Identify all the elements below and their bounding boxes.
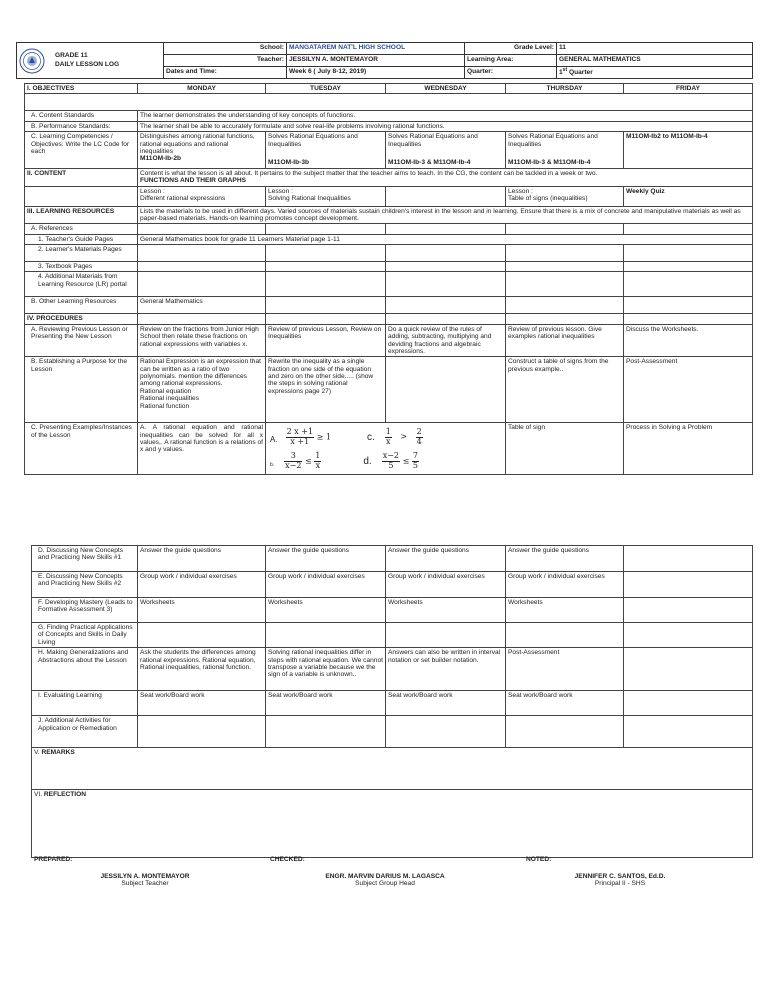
proc-f-label: F. Developing Mastery (Leads to Formative Assessment 3) <box>32 598 138 623</box>
content-standards-label: A. Content Standards <box>25 111 138 121</box>
grade-level-value: 11 <box>557 43 753 55</box>
proc-e-monday: Group work / individual exercises <box>138 572 266 598</box>
lesson-table-part1 <box>24 83 753 475</box>
proc-c-label: C. Presenting Examples/Instances of the Lesson <box>25 423 138 475</box>
proc-b-label: B. Establishing a Purpose for the Lesson <box>25 357 138 423</box>
day-wednesday: WEDNESDAY <box>386 84 506 94</box>
proc-i-label: I. Evaluating Learning <box>32 691 138 716</box>
proc-d-monday: Answer the guide questions <box>138 546 266 572</box>
quarter-value: 1st Quarter <box>557 67 753 79</box>
proc-b-monday: Rational Expression is an expression that can be written as a ratio of two polynomials. mention the differences among rational expressions. Rational equation Rational inequalities Rational function <box>138 357 266 423</box>
example-d-label: d. <box>363 455 372 467</box>
learners-materials-label: 2. Learner's Materials Pages <box>25 245 138 262</box>
objectives-heading: I. OBJECTIVES <box>25 84 138 94</box>
performance-standards-label: B. Performance Standards: <box>25 121 138 131</box>
example-c-label: c. <box>366 431 375 443</box>
dates-value: Week 6 ( July 8-12, 2019) <box>287 67 465 79</box>
lesson-wednesday <box>386 186 506 206</box>
performance-standards-text: The learner shall be able to accurately formulate and solve real-life problems involving rational functions. <box>138 121 753 131</box>
example-b-label: b. <box>270 462 275 469</box>
reflection-row: VI. REFLECTION <box>32 790 753 858</box>
proc-f-wednesday: Worksheets <box>386 598 506 623</box>
lesson-table-part2 <box>31 545 753 858</box>
proc-f-tuesday: Worksheets <box>266 598 386 623</box>
competency-friday: M11OM-Ib2 to M11OM-Ib-4 <box>624 132 753 168</box>
proc-a-label: A. Reviewing Previous Lesson or Presenting the New Lesson <box>25 324 138 357</box>
example-b: $\frac{3}{x-2}$ ≤ $\frac{1}{x}$ <box>285 450 321 470</box>
proc-c-thursday: Table of sign <box>506 423 624 475</box>
textbook-label: 3. Textbook Pages <box>25 262 138 272</box>
proc-f-friday <box>624 598 753 623</box>
day-thursday: THURSDAY <box>506 84 624 94</box>
example-c: $\frac{1}{x}$ > $\frac{2}{4}$ <box>385 426 422 446</box>
proc-a-monday: Review on the fractions from Junior High School then relate these fractions on rational expressions with variables x. <box>138 324 266 357</box>
day-tuesday: TUESDAY <box>266 84 386 94</box>
example-a: $\frac{2 x +1}{x +1}$ ≥ 1 <box>286 426 331 446</box>
teacher-value: JESSILYN A. MONTEMAYOR <box>287 55 465 67</box>
checked-label: CHECKED: <box>270 856 305 863</box>
remarks-row: V. REMARKS <box>32 748 753 790</box>
proc-a-wednesday: Do a quick review of the rules of adding, subtracting, multiplying and deviding fractions and algebraic expressions. <box>386 324 506 357</box>
proc-d-wednesday: Answer the guide questions <box>386 546 506 572</box>
proc-e-tuesday: Group work / individual exercises <box>266 572 386 598</box>
proc-a-tuesday: Review of previous Lesson, Review on Inequalities <box>266 324 386 357</box>
proc-c-examples <box>266 423 506 475</box>
header-table <box>16 42 753 79</box>
proc-e-label: E. Discussing New Concepts and Practicing New Skills #2 <box>32 572 138 598</box>
teacher-label: Teacher: <box>164 55 287 67</box>
proc-i-tuesday: Seat work/Board work <box>266 691 386 716</box>
prepared-name: JESSILYN A. MONTEMAYOR <box>100 873 190 880</box>
proc-d-label: D. Discussing New Concepts and Practicing New Skills #1 <box>32 546 138 572</box>
proc-e-wednesday: Group work / individual exercises <box>386 572 506 598</box>
quarter-label: Quarter: <box>465 67 557 79</box>
school-label: School: <box>164 43 287 55</box>
day-friday: FRIDAY <box>624 84 753 94</box>
competency-tuesday: Solves Rational Equations and Inequalities M11OM-Ib-3b <box>266 132 386 168</box>
blank-row <box>25 94 753 111</box>
lesson-tuesday: Lesson : Solving Rational Inequalities <box>266 186 386 206</box>
teachers-guide-label: 1. Teacher's Guide Pages <box>25 234 138 244</box>
lesson-thursday: Lesson : Table of signs (inequalities) <box>506 186 624 206</box>
proc-a-friday: Discuss the Worksheets. <box>624 324 753 357</box>
content-note: Content is what the lesson is all about. It pertains to the subject matter that the teacher aims to teach. In the CG, the content can be tackled in a week or two. FUNCTIONS AND THEIR GRAPHS <box>138 168 753 186</box>
grade-level-label: Grade Level: <box>465 43 557 55</box>
content-standards-text: The learner demonstrates the understanding of key concepts of functions. <box>138 111 753 121</box>
example-a-label: A. <box>270 434 278 444</box>
resources-heading: III. LEARNING RESOURCES <box>25 206 138 224</box>
other-resources-label: B. Other Learning Resources <box>25 297 138 314</box>
learning-area-label: Learning Area: <box>465 55 557 67</box>
proc-g-label: G. Finding Practical Applications of Concepts and Skills in Daily Living <box>32 623 138 648</box>
prepared-label: PREPARED: <box>34 856 73 863</box>
proc-f-monday: Worksheets <box>138 598 266 623</box>
dates-label: Dates and Time: <box>164 67 287 79</box>
proc-b-thursday: Construct a table of signs from the previous example.. <box>506 357 624 423</box>
proc-d-thursday: Answer the guide questions <box>506 546 624 572</box>
grade-title: GRADE 11 <box>55 52 88 60</box>
references-label: A. References <box>25 224 138 234</box>
proc-i-friday <box>624 691 753 716</box>
additional-materials-label: 4. Additional Materials from Learning Resource (LR) portal <box>25 272 138 297</box>
noted-name: JENNIFER C. SANTOS, Ed.D. <box>574 873 666 880</box>
prepared-role: Subject Teacher <box>121 880 169 887</box>
competency-monday: Distinguishes among rational functions, rational equations and rational inequalities M11OM-Ib-2b <box>138 132 266 168</box>
teachers-guide-text: General Mathematics book for grade 11 Learners Material page 1-11 <box>138 234 753 244</box>
proc-c-monday: A. A rational equation and rational inequalities can be solved for all x values,. A rational function is a relations of x and y values. <box>138 423 266 475</box>
proc-a-thursday: Review of previous lesson. Give examples rational inequalities <box>506 324 624 357</box>
proc-h-tuesday: Solving rational inequalities differ in steps with rational equation. We cannot transpose a variable because we the sign of a variable is unknown.. <box>266 648 386 691</box>
proc-i-thursday: Seat work/Board work <box>506 691 624 716</box>
proc-i-monday: Seat work/Board work <box>138 691 266 716</box>
proc-i-wednesday: Seat work/Board work <box>386 691 506 716</box>
day-monday: MONDAY <box>138 84 266 94</box>
competency-thursday: Solves Rational Equations and Inequalities M11OM-Ib-3 & M11OM-Ib-4 <box>506 132 624 168</box>
noted-role: Principal II - SHS <box>594 880 646 887</box>
proc-d-tuesday: Answer the guide questions <box>266 546 386 572</box>
other-resources-text: General Mathematics <box>138 297 266 314</box>
content-lesson-blank <box>25 186 138 206</box>
proc-d-friday <box>624 546 753 572</box>
lesson-monday: Lesson : Different rational expressions <box>138 186 266 206</box>
log-title: DAILY LESSON LOG <box>55 60 120 68</box>
learning-area-value: GENERAL MATHEMATICS <box>557 55 753 67</box>
proc-h-label: H. Making Generalizations and Abstractions about the Lesson <box>32 648 138 691</box>
proc-h-thursday: Post-Assessment <box>506 648 624 691</box>
procedures-heading: IV. PROCEDURES <box>25 314 138 324</box>
school-value: MANGATAREM NAT'L HIGH SCHOOL <box>287 43 465 55</box>
content-heading: II. CONTENT <box>25 168 138 186</box>
proc-e-friday <box>624 572 753 598</box>
proc-h-monday: Ask the students the differences among rational expressions. Rational equation, Rational inequalities, rational function. <box>138 648 266 691</box>
proc-b-wednesday <box>386 357 506 423</box>
header-grade-cell <box>17 43 164 79</box>
proc-c-friday: Process in Solving a Problem <box>624 423 753 475</box>
proc-j-label: J. Additional Activities for Application or Remediation <box>32 716 138 748</box>
checked-name: ENGR. MARVIN DARIUS M. LAGASCA <box>325 873 445 880</box>
noted-label: NOTED: <box>526 856 552 863</box>
proc-f-thursday: Worksheets <box>506 598 624 623</box>
proc-e-thursday: Group work / individual exercises <box>506 572 624 598</box>
lesson-friday: Weekly Quiz <box>624 186 753 206</box>
checked-role: Subject Group Head <box>355 880 415 887</box>
proc-b-tuesday: Rewrite the inequality as a single fraction on one side of the equation and zero on the other side..... (show the steps in solving rational expressions page 27) <box>266 357 386 423</box>
competencies-label: C. Learning Competencies / Objectives: Write the LC Code for each <box>25 132 138 168</box>
proc-h-wednesday: Answers can also be written in interval notation or set builder notation. <box>386 648 506 691</box>
resources-note: Lists the materials to be used in different days. Varied sources of materials sustain children's interest in the lesson and in learning. Ensure that there is a mix of concrete and manipulative materials as well as paper-based materials. Hands-on learning promotes concept development. <box>138 206 753 224</box>
proc-h-friday <box>624 648 753 691</box>
competency-wednesday: Solves Rational Equations and Inequalities M11OM-Ib-3 & M11OM-Ib-4 <box>386 132 506 168</box>
deped-seal-icon <box>19 48 45 74</box>
example-d: $\frac{x-2}{5}$ ≤ $\frac{7}{5}$ <box>382 450 418 470</box>
proc-b-friday: Post-Assessment <box>624 357 753 423</box>
